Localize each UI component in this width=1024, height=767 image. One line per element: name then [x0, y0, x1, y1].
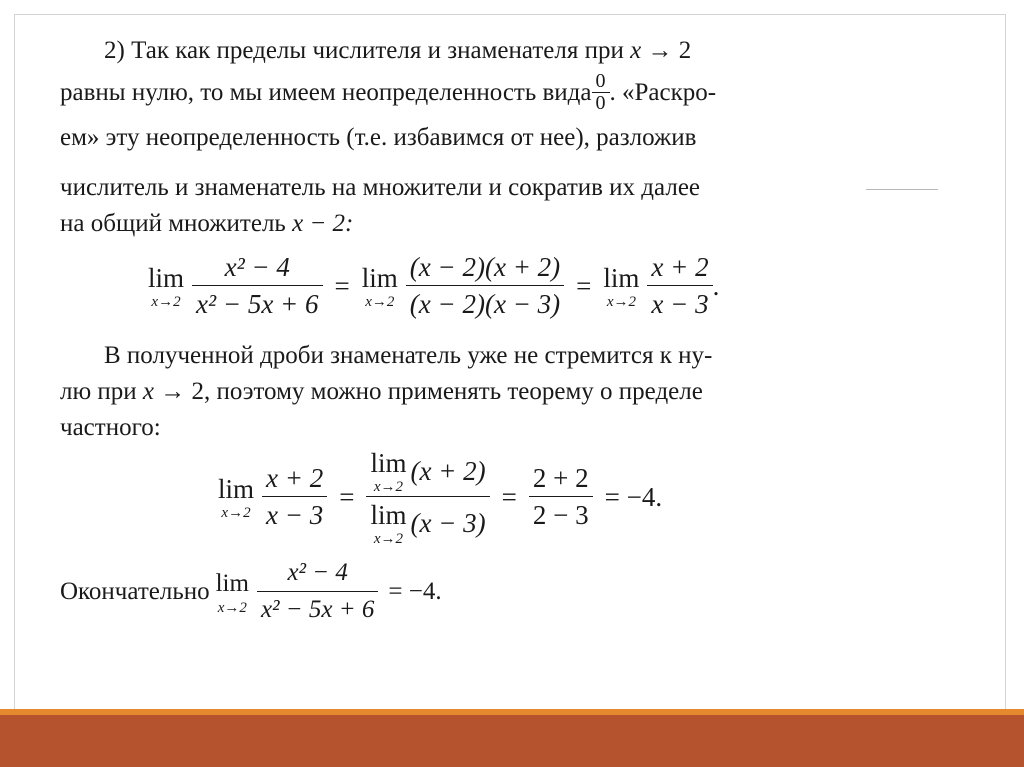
- p1-line1-text: 2) Так как пределы числителя и знаменателя при: [104, 37, 631, 64]
- lim-subscript: x→2: [373, 531, 404, 547]
- quotient-denominator: [366, 496, 489, 547]
- lim-subscript: x→2: [221, 505, 251, 521]
- lim-text: lim: [370, 500, 407, 530]
- lim-subscript: x→2: [151, 294, 181, 310]
- p1-line2: [60, 72, 716, 113]
- lim-text: lim: [218, 474, 255, 504]
- p1-line5: [60, 206, 353, 242]
- limit-operator: [370, 498, 406, 547]
- limit-argument: (x − 3): [410, 507, 486, 538]
- lim-text: lim: [603, 263, 640, 293]
- p2-line1: В полученной дроби знаменатель уже не стремится к ну-: [104, 342, 713, 369]
- fraction-denominator: x − 3: [262, 496, 327, 532]
- zero-over-zero-fraction: [592, 72, 610, 113]
- equals-sign: =: [334, 270, 350, 301]
- p1-line3: ем» эту неопределенность (т.е. избавимся от нее), разложив: [60, 124, 697, 151]
- limit-operator: [148, 261, 184, 310]
- lim-text: lim: [148, 263, 185, 293]
- limit-operator: [603, 261, 639, 310]
- equals-sign: =: [501, 481, 517, 512]
- lim-text: lim: [361, 263, 398, 293]
- limit-argument: (x + 2): [410, 455, 486, 486]
- equals-sign: =: [339, 481, 355, 512]
- fraction-numerator: 2 + 2: [532, 463, 589, 493]
- fraction-denominator: x² − 5x + 6: [257, 591, 378, 627]
- fraction-2: [406, 250, 564, 321]
- fraction-3: [529, 461, 593, 532]
- fraction-numerator: 0: [595, 70, 606, 92]
- fraction-denominator: x − 3: [647, 285, 712, 321]
- lim-text: lim: [215, 570, 249, 597]
- equals-sign: =: [576, 270, 592, 301]
- fraction-denominator: x² − 5x + 6: [192, 285, 323, 321]
- fraction-denominator: 0: [592, 92, 610, 113]
- p1-line2-after: . «Раскро-: [609, 78, 717, 106]
- fraction-denominator: 2 − 3: [529, 496, 593, 532]
- p2-line3: частного:: [60, 414, 161, 441]
- quotient-numerator: [366, 446, 489, 496]
- equation-result: = −4.: [604, 481, 663, 512]
- final-label: Окончательно: [60, 577, 210, 605]
- p1-line5-math: x − 2:: [292, 210, 354, 237]
- p2-line2: [60, 374, 703, 410]
- limit-quotient: [366, 446, 489, 547]
- limit-operator: [362, 261, 398, 310]
- equation-1: [148, 250, 719, 321]
- p2-line2-b: → 2, поэтому можно применять теорему о пределе: [154, 378, 703, 405]
- p1-line4: числитель и знаменатель на множители и сократив их далее: [60, 174, 701, 201]
- fraction-numerator: x + 2: [651, 252, 709, 282]
- fraction-numerator: x + 2: [266, 463, 324, 493]
- fraction-numerator: x² − 4: [287, 559, 348, 586]
- lim-subscript: x→2: [373, 479, 404, 495]
- p1-line5-text: на общий множитель: [60, 210, 293, 237]
- lim-subscript: x→2: [606, 294, 636, 310]
- fraction-1: [262, 461, 327, 532]
- final-result: = −4.: [388, 577, 442, 605]
- decorative-line: [866, 189, 938, 190]
- fraction-1: [192, 250, 323, 321]
- p2-line2-a: лю при: [60, 378, 143, 405]
- final-statement: [60, 556, 442, 627]
- limit-operator: [218, 472, 254, 521]
- p1-line1: [60, 33, 691, 69]
- limit-operator: [370, 446, 406, 495]
- fraction-denominator: (x − 2)(x − 3): [406, 285, 564, 321]
- p1-line1-arrow: → 2: [641, 37, 692, 64]
- fraction-3: [647, 250, 712, 321]
- lim-subscript: x→2: [365, 294, 395, 310]
- period: .: [712, 270, 720, 301]
- p1-line1-var: x: [630, 37, 642, 64]
- final-fraction: [257, 556, 378, 627]
- equation-2: [218, 446, 662, 547]
- fraction-numerator: x² − 4: [224, 252, 290, 282]
- fraction-numerator: (x − 2)(x + 2): [409, 252, 561, 282]
- lim-subscript: x→2: [217, 600, 247, 616]
- footer-bar: [0, 709, 1024, 767]
- lim-text: lim: [370, 448, 407, 478]
- limit-operator: [216, 567, 249, 616]
- p2-line2-var: x: [142, 378, 155, 405]
- p1-line2-text: равны нулю, то мы имеем неопределенность вида: [60, 78, 592, 106]
